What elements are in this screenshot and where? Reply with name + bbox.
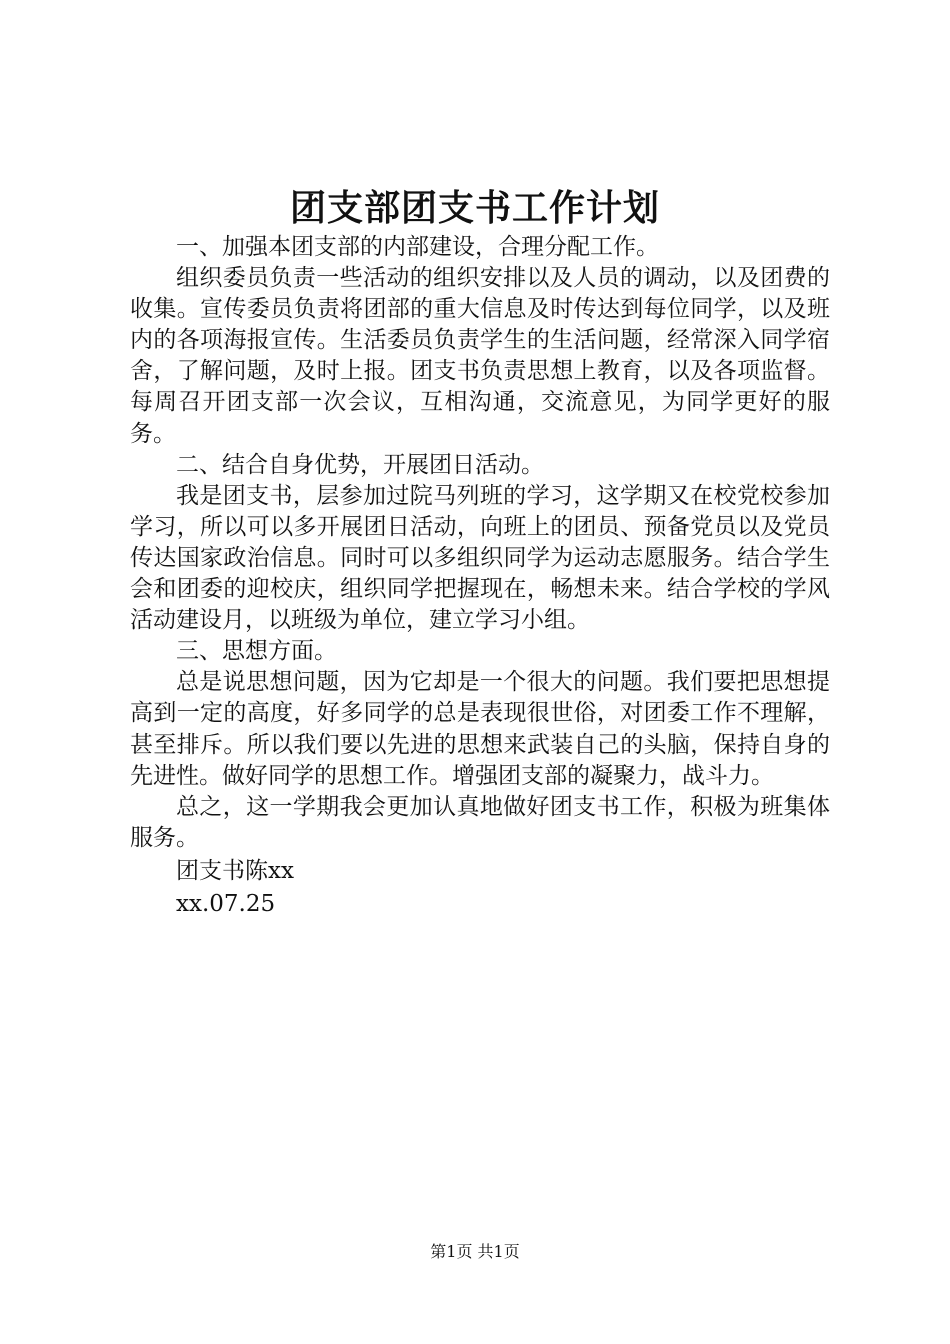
document-title: 团支部团支书工作计划 (289, 187, 660, 229)
document-body (130, 232, 830, 920)
section-paragraph-1: 组织委员负责一些活动的组织安排以及人员的调动，以及团费的收集。宣传委员负责将团部的重大信息及时传达到每位同学，以及班内的各项海报宣传。生活委员负责学生的生活问题，经常深入同学宿舍，了解问题，及时上报。团支书负责思想上教育，以及各项监督。每周召开团支部一次会议，互相沟通，交流意见，为同学更好的服务。 (130, 265, 830, 447)
signature: 团支书陈xx (176, 857, 294, 884)
section-paragraph-3: 总是说思想问题，因为它却是一个很大的问题。我们要把思想提高到一定的高度，好多同学的总是表现很世俗，对团委工作不理解，甚至排斥。所以我们要以先进的思想来武装自己的头脑，保持自身的先进性。做好同学的思想工作。增强团支部的凝聚力，战斗力。 (130, 669, 830, 789)
section-heading-2: 二、结合自身优势，开展团日活动。 (176, 451, 544, 478)
document-date: xx.07.25 (176, 890, 276, 917)
page-footer: 第1页 共1页 (430, 1242, 520, 1261)
section-paragraph-2: 我是团支书，层参加过院马列班的学习，这学期又在校党校参加学习，所以可以多开展团日活动，向班上的团员、预备党员以及党员传达国家政治信息。同时可以多组织同学为运动志愿服务。结合学生会和团委的迎校庆，组织同学把握现在，畅想未来。结合学校的学风活动建设月，以班级为单位，建立学习小组。 (130, 482, 830, 634)
section-heading-1: 一、加强本团支部的内部建设，合理分配工作。 (176, 234, 659, 260)
conclusion-paragraph: 总之，这一学期我会更加认真地做好团支书工作，积极为班集体服务。 (130, 793, 830, 851)
section-heading-3: 三、思想方面。 (176, 638, 337, 665)
